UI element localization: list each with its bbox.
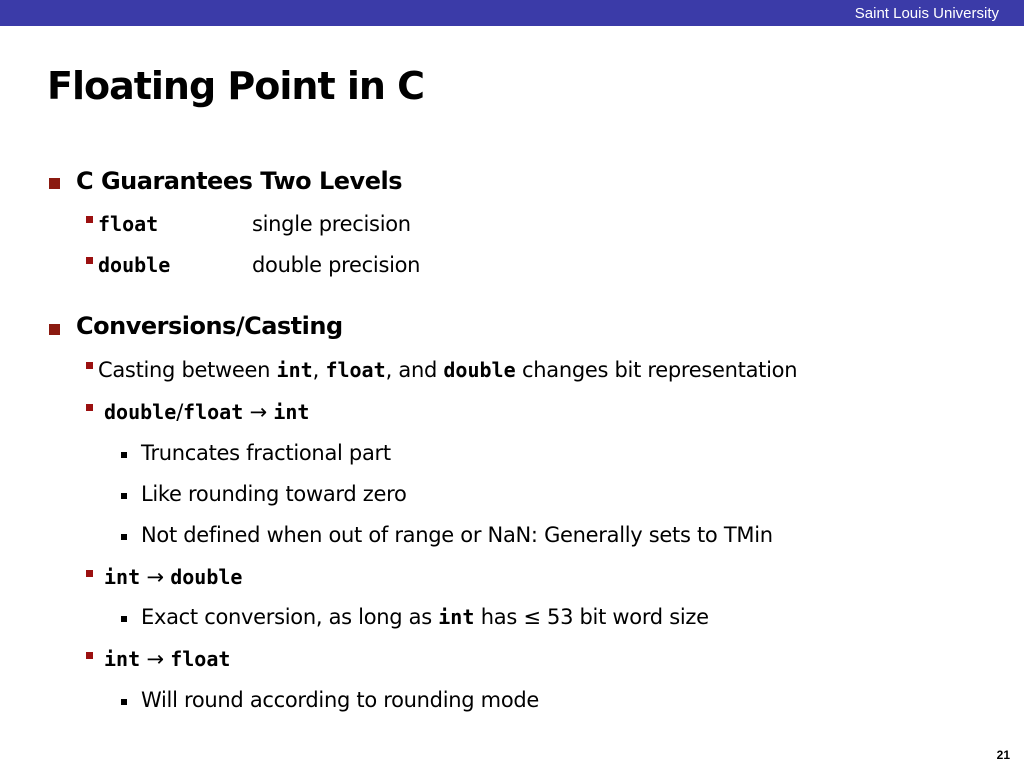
text-fragment: , and xyxy=(385,358,444,382)
text-fragment: changes bit representation xyxy=(515,358,798,382)
text-fragment: has ≤ 53 bit word size xyxy=(474,605,709,629)
slide-title: Floating Point in C xyxy=(47,64,425,108)
list-item: Like rounding toward zero xyxy=(141,482,407,506)
square-bullet-icon xyxy=(121,534,127,540)
code-keyword: int xyxy=(104,647,141,671)
list-item: Not defined when out of range or NaN: Generally sets to TMin xyxy=(141,523,773,547)
list-item xyxy=(104,400,309,424)
code-keyword: double xyxy=(104,400,177,424)
header-bar xyxy=(0,0,1024,26)
code-keyword: float xyxy=(183,400,244,424)
list-item xyxy=(104,647,230,671)
list-item: Truncates fractional part xyxy=(141,441,391,465)
item-description: single precision xyxy=(252,212,411,236)
square-bullet-icon xyxy=(86,652,93,659)
list-item xyxy=(141,605,709,629)
organization-name: Saint Louis University xyxy=(854,5,999,22)
text-fragment: Casting between xyxy=(98,358,277,382)
list-item xyxy=(98,253,170,277)
square-bullet-icon xyxy=(121,699,127,705)
arrow-icon: → xyxy=(146,647,164,671)
square-bullet-icon xyxy=(49,178,60,189)
square-bullet-icon xyxy=(121,452,127,458)
square-bullet-icon xyxy=(86,257,93,264)
page-number: 21 xyxy=(996,748,1010,762)
square-bullet-icon xyxy=(121,616,127,622)
arrow-icon: → xyxy=(249,400,267,424)
square-bullet-icon xyxy=(121,493,127,499)
text-fragment: Exact conversion, as long as xyxy=(141,605,439,629)
section-heading-conversions: Conversions/Casting xyxy=(76,312,343,340)
item-description: double precision xyxy=(252,253,421,277)
code-keyword: int xyxy=(438,605,475,629)
list-item: Will round according to rounding mode xyxy=(141,688,540,712)
code-keyword: float xyxy=(98,212,159,236)
code-keyword: int xyxy=(273,400,310,424)
text-fragment: / xyxy=(176,400,184,424)
code-keyword: float xyxy=(325,358,386,382)
section-heading-levels: C Guarantees Two Levels xyxy=(76,167,402,195)
list-item xyxy=(104,565,242,589)
list-item xyxy=(98,358,797,382)
code-keyword: double xyxy=(170,565,243,589)
square-bullet-icon xyxy=(86,362,93,369)
code-keyword: float xyxy=(170,647,231,671)
code-keyword: double xyxy=(443,358,516,382)
square-bullet-icon xyxy=(49,324,60,335)
list-item xyxy=(98,212,158,236)
code-keyword: int xyxy=(276,358,313,382)
square-bullet-icon xyxy=(86,216,93,223)
square-bullet-icon xyxy=(86,404,93,411)
arrow-icon: → xyxy=(146,565,164,589)
code-keyword: double xyxy=(98,253,171,277)
code-keyword: int xyxy=(104,565,141,589)
square-bullet-icon xyxy=(86,570,93,577)
text-fragment: , xyxy=(312,358,326,382)
